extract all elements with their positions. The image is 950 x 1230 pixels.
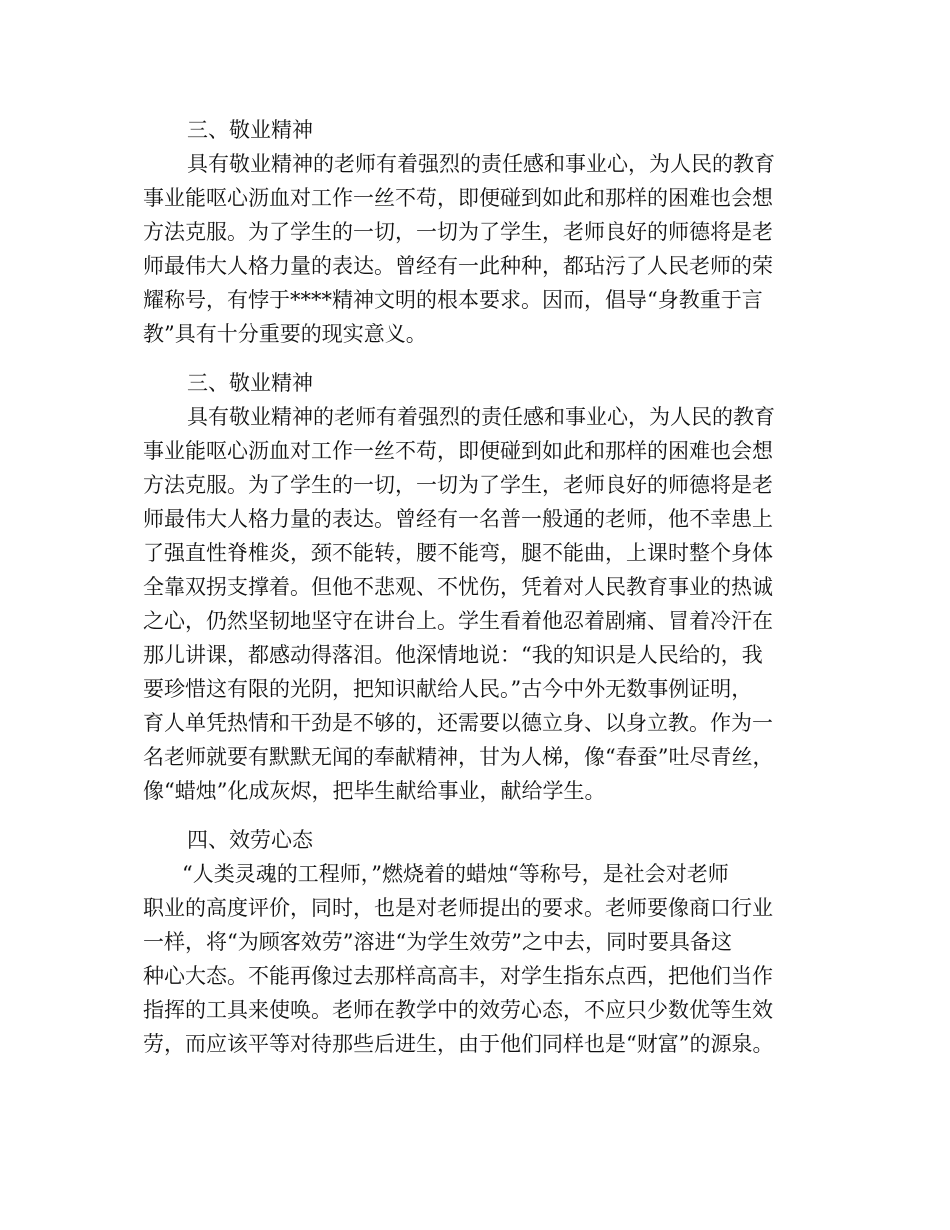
paragraph-line: 事业能呕心沥血对工作一丝不苟，即便碰到如此和那样的困难也会想 xyxy=(143,439,773,463)
paragraph-line: 耀称号，有悖于****精神文明的根本要求。因而，倡导“身教重于言 xyxy=(143,288,763,312)
paragraph-line: 职业的高度评价，同时，也是对老师提出的要求。老师要像商口行业 xyxy=(143,896,773,920)
paragraph-line: 具有敬业精神的老师有着强烈的责任感和事业心，为人民的教育 xyxy=(187,152,775,176)
paragraph-line: 方法克服。为了学生的一切，一切为了学生，老师良好的师德将是老 xyxy=(143,220,773,244)
paragraph-line: 育人单凭热情和干劲是不够的，还需要以德立身、以身立教。作为一 xyxy=(143,711,773,735)
paragraph-line: 要珍惜这有限的光阴，把知识献给人民。”古今中外无数事例证明， xyxy=(143,677,753,701)
heading-service: 四、效劳心态 xyxy=(187,828,313,852)
paragraph-line: 劳，而应该平等对待那些后进生，由于他们同样也是“财富”的源泉。 xyxy=(143,1032,774,1056)
paragraph-line: 那儿讲课，都感动得落泪。他深情地说：“我的知识是人民给的，我 xyxy=(143,643,763,667)
paragraph-line: 了强直性脊椎炎，颈不能转，腰不能弯，腿不能曲，上课时整个身体 xyxy=(143,541,773,565)
paragraph-line: 名老师就要有默默无闻的奉献精神，甘为人梯，像“春蚕”吐尽青丝， xyxy=(143,745,774,769)
paragraph-line: 教”具有十分重要的现实意义。 xyxy=(143,322,427,346)
paragraph-line: 全靠双拐支撑着。但他不悲观、不忧伤，凭着对人民教育事业的热诚 xyxy=(143,575,773,599)
paragraph-line: 一样，将“为顾客效劳”溶进“为学生效劳”之中去，同时要具备这 xyxy=(143,930,732,954)
heading-dedication: 三、敬业精神 xyxy=(187,371,313,395)
paragraph-line: 指挥的工具来使唤。老师在教学中的效劳心态，不应只少数优等生效 xyxy=(143,998,773,1022)
paragraph-line: 之心，仍然坚韧地坚守在讲台上。学生看着他忍着剧痛、冒着冷汗在 xyxy=(143,609,773,633)
paragraph-line: 种心大态。不能再像过去那样高高丰，对学生指东点西，把他们当作 xyxy=(143,964,773,988)
paragraph-line: 具有敬业精神的老师有着强烈的责任感和事业心，为人民的教育 xyxy=(187,405,775,429)
paragraph-line: 事业能呕心沥血对工作一丝不苟，即便碰到如此和那样的困难也会想 xyxy=(143,186,773,210)
paragraph-line: “人类灵魂的工程师，”燃烧着的蜡烛“等称号，是社会对老师 xyxy=(182,862,729,886)
paragraph-line: 师最伟大人格力量的表达。曾经有一此种种，都玷污了人民老师的荣 xyxy=(143,254,773,278)
paragraph-line: 像“蜡烛”化成灰烬，把毕生献给事业，献给学生。 xyxy=(143,779,606,803)
paragraph-line: 方法克服。为了学生的一切，一切为了学生，老师良好的师德将是老 xyxy=(143,473,773,497)
heading-dedication: 三、敬业精神 xyxy=(187,118,313,142)
paragraph-line: 师最伟大人格力量的表达。曾经有一名普一般通的老师，他不幸患上 xyxy=(143,507,773,531)
